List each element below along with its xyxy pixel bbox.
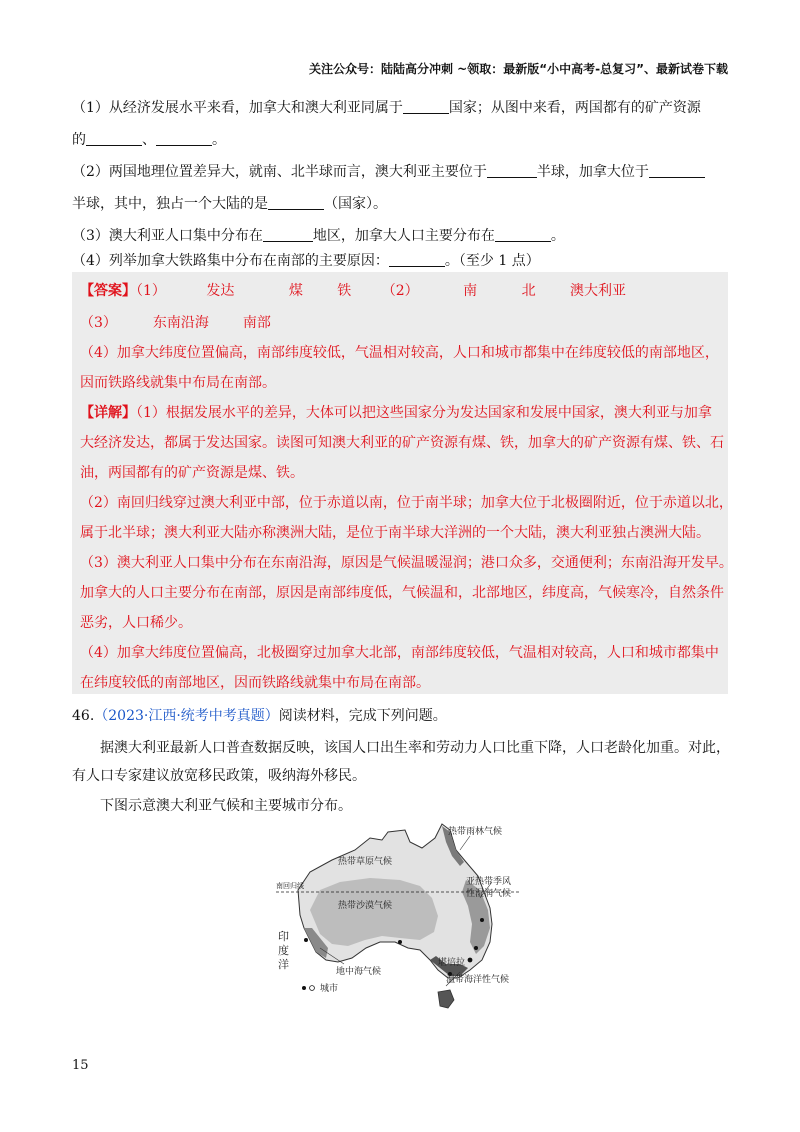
label-rainforest: 热带雨林气候 [448, 827, 503, 837]
city-marker [480, 918, 484, 922]
tasmania [438, 990, 454, 1008]
city-marker [304, 938, 308, 942]
label-subtropical-1: 亚热带季风 [466, 877, 512, 887]
answer-line-1: 【答案】（1） 发达 煤 铁 （2） 南 北 澳大利亚 [80, 283, 627, 299]
label-indian-ocean-2: 度 [278, 944, 289, 957]
detail-line-2: 大经济发达，都属于发达国家。读图可知澳大利亚的矿产资源有煤、铁，加拿大的矿产资源有煤、铁、石 [80, 435, 724, 451]
city-marker [398, 940, 402, 944]
legend-city-label: 城市 [320, 984, 339, 994]
answer-blank [268, 195, 324, 210]
answer-blank [495, 227, 551, 242]
label-mediterranean: 地中海气候 [336, 967, 382, 977]
label-desert: 热带沙漠气候 [338, 901, 393, 911]
answer-blank [263, 227, 313, 242]
legend-city-dot [302, 986, 306, 990]
label-savanna: 热带草原气候 [338, 857, 393, 867]
answer-line-3: （4）加拿大纬度位置偏高，南部纬度较低，气温相对较高，人口和城市都集中在纬度较低的南部地区， [80, 345, 719, 361]
desert-zone [310, 878, 438, 946]
legend-capital-ring [310, 986, 315, 991]
detail-line-1: 【详解】（1）根据发展水平的差异，大体可以把这些国家分为发达国家和发展中国家，澳大利亚与加拿 [80, 405, 712, 421]
question-4: （4）列举加拿大铁路集中分布在南部的主要原因： 。（至少 1 点） [72, 253, 540, 269]
answer-blank [389, 252, 445, 267]
material-paragraph-line-1: 据澳大利亚最新人口普查数据反映，该国人口出生率和劳动力人口比重下降，人口老龄化加重。对此， [100, 740, 730, 756]
question-1-line-2: 的 、 。 [72, 132, 226, 148]
detail-line-5: 属于北半球；澳大利亚大陆亦称澳洲大陆，是位于南半球大洋洲的一个大陆，澳大利亚独占澳洲大陆。 [80, 525, 710, 541]
city-marker [474, 946, 478, 950]
question-1-line-1: （1）从经济发展水平来看，加拿大和澳大利亚同属于 国家；从图中来看，两国都有的矿产资源 [72, 100, 701, 116]
answer-blank [156, 131, 212, 146]
page-number: 15 [72, 1058, 89, 1073]
material-paragraph-line-2: 有人口专家建议放宽移民政策，吸纳海外移民。 [72, 768, 366, 784]
detail-line-8: 恶劣，人口稀少。 [80, 615, 192, 631]
detail-line-3: 油，两国都有的矿产资源是煤、铁。 [80, 465, 304, 481]
detail-line-10: 在纬度较低的南部地区，因而铁路线就集中布局在南部。 [80, 675, 430, 691]
capital-marker [468, 958, 473, 963]
label-tropic: 南回归线 [276, 882, 304, 890]
label-temperate: 温带海洋性气候 [446, 975, 510, 985]
detail-line-9: （4）加拿大纬度位置偏高，北极圈穿过加拿大北部，南部纬度较低，气温相对较高，人口和城市都集中 [80, 645, 719, 661]
detail-line-7: 加拿大的人口主要分布在南部，原因是南部纬度低，气候温和，北部地区，纬度高，气候寒冷，自然条件 [80, 585, 724, 601]
label-indian-ocean-3: 洋 [278, 958, 289, 971]
label-subtropical-2: 性湿润气候 [466, 889, 512, 899]
question-2-line-1: （2）两国地理位置差异大，就南、北半球而言，澳大利亚主要位于 半球，加拿大位于 [72, 162, 732, 182]
leader-line [460, 836, 470, 850]
question-46-heading: 46.（2023·江西·统考中考真题）阅读材料，完成下列问题。 [72, 708, 447, 724]
answer-blank [487, 163, 537, 178]
question-2-line-2: 半球，其中，独占一个大陆的是 （国家）。 [72, 196, 387, 212]
label-indian-ocean-1: 印 [278, 930, 289, 943]
australia-climate-map [270, 820, 560, 1020]
answer-line-4: 因而铁路线就集中布局在南部。 [80, 375, 276, 391]
detail-line-4: （2）南回归线穿过澳大利亚中部，位于赤道以南，位于南半球；加拿大位于北极圈附近，位于赤道以北， [80, 495, 733, 511]
answer-line-2: （3） 东南沿海 南部 [80, 315, 271, 331]
page-header: 关注公众号：陆陆高分冲刺 ~领取：最新版“小中高考-总复习”、最新试卷下载 [309, 62, 728, 76]
label-canberra: 堪培拉 [438, 958, 466, 968]
material-paragraph-line-3: 下图示意澳大利亚气候和主要城市分布。 [100, 798, 352, 814]
question-3: （3）澳大利亚人口集中分布在 地区，加拿大人口主要分布在 。 [72, 228, 565, 244]
answer-blank [403, 99, 449, 114]
detail-line-6: （3）澳大利亚人口集中分布在东南沿海，原因是气候温暖湿润；港口众多，交通便利；东南沿海开发早。 [80, 555, 733, 571]
question-source-link[interactable]: （2023·江西·统考中考真题） [94, 708, 279, 724]
answer-blank [649, 163, 705, 178]
answer-blank [86, 131, 142, 146]
